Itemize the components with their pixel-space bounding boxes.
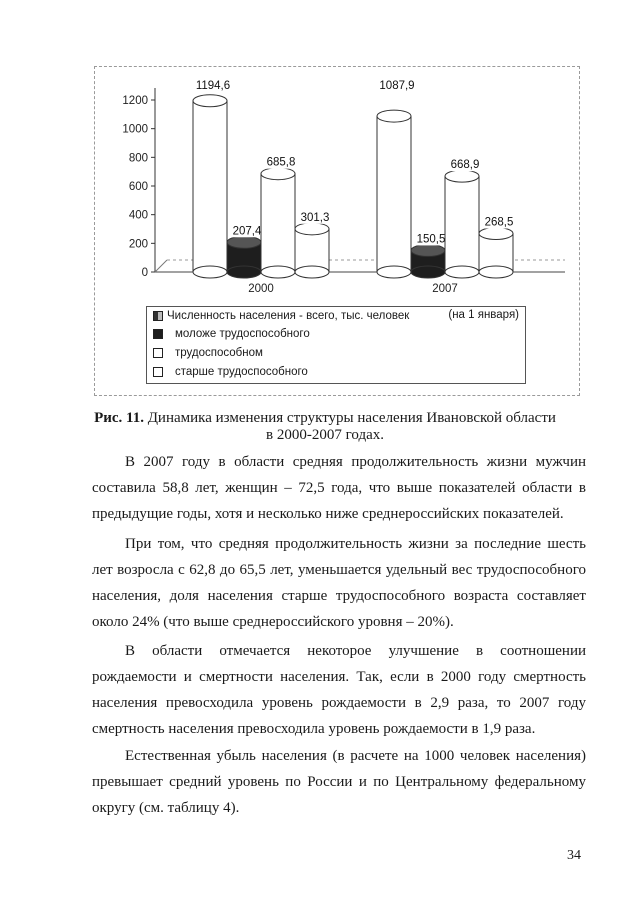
data-label-older-2000: 301,3 [300, 211, 330, 224]
bar-top-working-2000 [261, 168, 295, 180]
paragraph-line: около 24% (что выше среднероссийского уровня – 20%). [92, 614, 454, 630]
data-label-young-2007: 150,5 [416, 233, 446, 246]
paragraph-line: лет возросла с 62,8 до 65,5 лет, уменьшается удельный вес трудоспособного [92, 562, 586, 578]
bar-top-working-2007 [445, 170, 479, 182]
paragraph-line: смертность населения превосходила уровень рождаемости в 1,9 раза. [92, 721, 536, 737]
legend-swatch-total [153, 311, 163, 321]
paragraph-line: населения превосходила уровень рождаемости в 2,9 раза, то 2007 году [92, 695, 586, 711]
floor-edge [155, 260, 167, 272]
paragraph-line: населения, доля населения старше трудоспособного возраста составляет [92, 588, 586, 604]
bar-base-working-2007 [445, 266, 479, 278]
bar-top-young-2000 [227, 236, 261, 248]
legend-swatch-working [153, 348, 163, 358]
paragraph-line: Естественная убыль населения (в расчете на 1000 человек населения) [125, 748, 586, 764]
bar-top-young-2007 [411, 244, 445, 256]
legend-label-total: Численность населения - всего, тыс. человек [167, 310, 410, 322]
legend-label-working: трудоспособном [175, 347, 263, 359]
bar-top-total-2007 [377, 110, 411, 122]
chart-legend [146, 306, 526, 384]
population-chart [95, 67, 579, 303]
paragraph-line: В 2007 году в области средняя продолжительность жизни мужчин [125, 454, 586, 470]
figure-caption-text: Динамика изменения структуры населения Ивановской области в 2000-2007 годах. [147, 410, 556, 443]
paragraph-line: предыдущие годы, хотя и несколько ниже среднероссийских показателей. [92, 506, 564, 522]
paragraph-line: В области отмечается некоторое улучшение в соотношении [125, 643, 586, 659]
y-tick-label: 0 [141, 267, 148, 279]
bar-base-older-2000 [295, 266, 329, 278]
legend-swatch-young [153, 329, 163, 339]
page-number: 34 [567, 848, 581, 863]
y-tick-label: 1000 [122, 123, 148, 136]
y-tick-label: 800 [128, 152, 148, 165]
legend-item-older [153, 364, 308, 380]
y-tick-label: 600 [128, 181, 148, 193]
y-tick-label: 1200 [122, 95, 148, 107]
data-label-young-2000: 207,4 [232, 225, 262, 238]
bar-base-total-2007 [377, 266, 411, 278]
bar-top-older-2000 [295, 223, 329, 235]
legend-label-older: старше трудоспособного [175, 366, 308, 378]
bar-working-2007 [445, 176, 479, 272]
legend-label-young: моложе трудоспособного [175, 328, 310, 340]
y-tick-label: 400 [128, 209, 148, 222]
bar-base-total-2000 [193, 266, 227, 278]
figure-label: Рис. 11. [94, 410, 144, 426]
paragraph-line: превышает средний уровень по России и по Центральному федеральному [92, 774, 586, 790]
data-label-total-2007: 1087,9 [379, 80, 415, 92]
x-tick-label-2000: 2000 [248, 283, 274, 295]
bar-total-2000 [193, 101, 227, 272]
bar-base-working-2000 [261, 266, 295, 278]
bar-working-2000 [261, 174, 295, 272]
paragraph-line: округу (см. таблицу 4). [92, 800, 240, 816]
legend-swatch-older [153, 367, 163, 377]
bar-top-older-2007 [479, 228, 513, 240]
paragraph-life-expectancy [92, 449, 586, 527]
bar-base-older-2007 [479, 266, 513, 278]
legend-item-young [153, 326, 310, 342]
legend-note: (на 1 января) [448, 309, 519, 321]
paragraph-line: рождаемости и смертности населения. Так, если в 2000 году смертность [92, 669, 586, 685]
bar-top-total-2000 [193, 95, 227, 107]
bar-total-2007 [377, 116, 411, 272]
y-tick-label: 200 [128, 238, 148, 251]
data-label-total-2000: 1194,6 [195, 80, 231, 92]
bar-base-young-2000 [227, 266, 261, 278]
bar-base-young-2007 [411, 266, 445, 278]
paragraph-natural-decline [92, 743, 586, 821]
data-label-working-2000: 685,8 [266, 156, 296, 169]
paragraph-line: При том, что средняя продолжительность жизни за последние шесть [125, 536, 586, 552]
legend-item-working [153, 345, 263, 361]
legend-item-total [153, 308, 409, 324]
x-tick-label-2007: 2007 [432, 283, 458, 295]
paragraph-line: составила 58,8 лет, женщин – 72,5 года, что выше показателей области в [92, 480, 586, 496]
paragraph-birth-death [92, 638, 586, 742]
paragraph-working-age [92, 531, 586, 635]
data-label-older-2007: 268,5 [484, 216, 514, 229]
data-label-working-2007: 668,9 [450, 159, 480, 172]
figure-caption [90, 410, 560, 444]
